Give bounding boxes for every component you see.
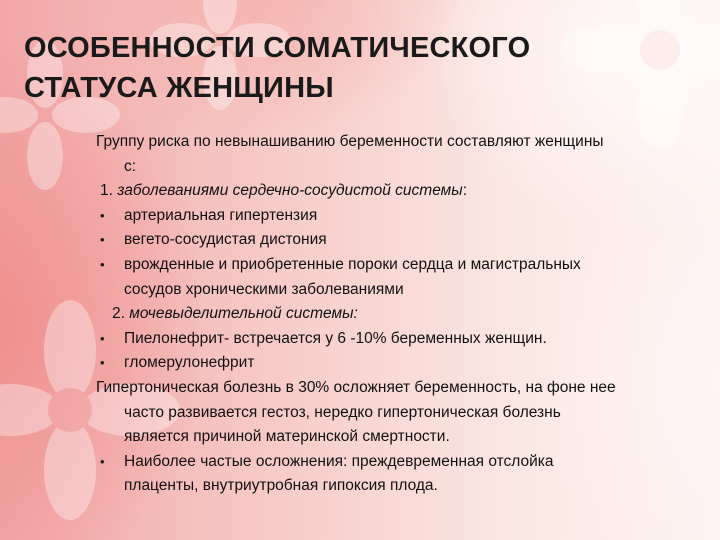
list-item-cardio-heading [96, 179, 708, 204]
list-item [96, 228, 708, 253]
bullet-text: вегето-сосудистая дистония [124, 231, 327, 249]
title-line-2: СТАТУСА ЖЕНЩИНЫ [24, 72, 334, 104]
item-number: 2. [112, 305, 125, 323]
bullet-text: гломерулонефрит [124, 354, 255, 372]
hypertension-text-line-1: Гипертоническая болезнь в 30% осложняет беременность, на фоне нее [96, 378, 616, 396]
list-item [96, 351, 708, 376]
list-item [96, 204, 708, 229]
hypertension-text-line-2: часто развивается гестоз, нередко гипертоническая болезнь [124, 403, 561, 421]
bullet-icon: • [100, 330, 105, 346]
list-item [96, 450, 708, 475]
bullet-text: артериальная гипертензия [124, 206, 318, 224]
page-title [24, 28, 684, 108]
title-line-1: ОСОБЕННОСТИ СОМАТИЧЕСКОГО [24, 32, 531, 64]
bullet-icon: • [100, 207, 105, 223]
slide-body [96, 130, 708, 499]
list-item-urinary-heading [96, 302, 708, 327]
item-text: заболеваниями сердечно-сосудистой системы [117, 182, 463, 200]
bullet-text: врожденные и приобретенные пороки сердца и магистральных [124, 255, 581, 273]
item-text: мочевыделительной системы: [129, 305, 358, 323]
bullet-text: Наиболее частые осложнения: преждевременная отслойка [124, 452, 554, 470]
bullet-icon: • [100, 232, 105, 248]
bullet-text: Пиелонефрит- встречается у 6 -10% беременных женщин. [124, 329, 547, 347]
list-item [96, 327, 708, 352]
item-colon: : [462, 182, 467, 200]
hypertension-text-line-3: является причиной материнской смертности. [124, 428, 450, 446]
bullet-text-continuation: плаценты, внутриутробная гипоксия плода. [124, 477, 438, 495]
bullet-text-continuation: сосудов хроническими заболеваниями [124, 280, 404, 298]
intro-text-line-2: с: [124, 157, 137, 175]
intro-text-line-1: Группу риска по невынашиванию беременности составляют женщины [96, 133, 604, 150]
bullet-icon: • [100, 355, 105, 371]
list-item [96, 253, 708, 278]
bullet-icon: • [100, 256, 105, 272]
item-number: 1. [100, 182, 113, 200]
bullet-icon: • [100, 453, 105, 469]
